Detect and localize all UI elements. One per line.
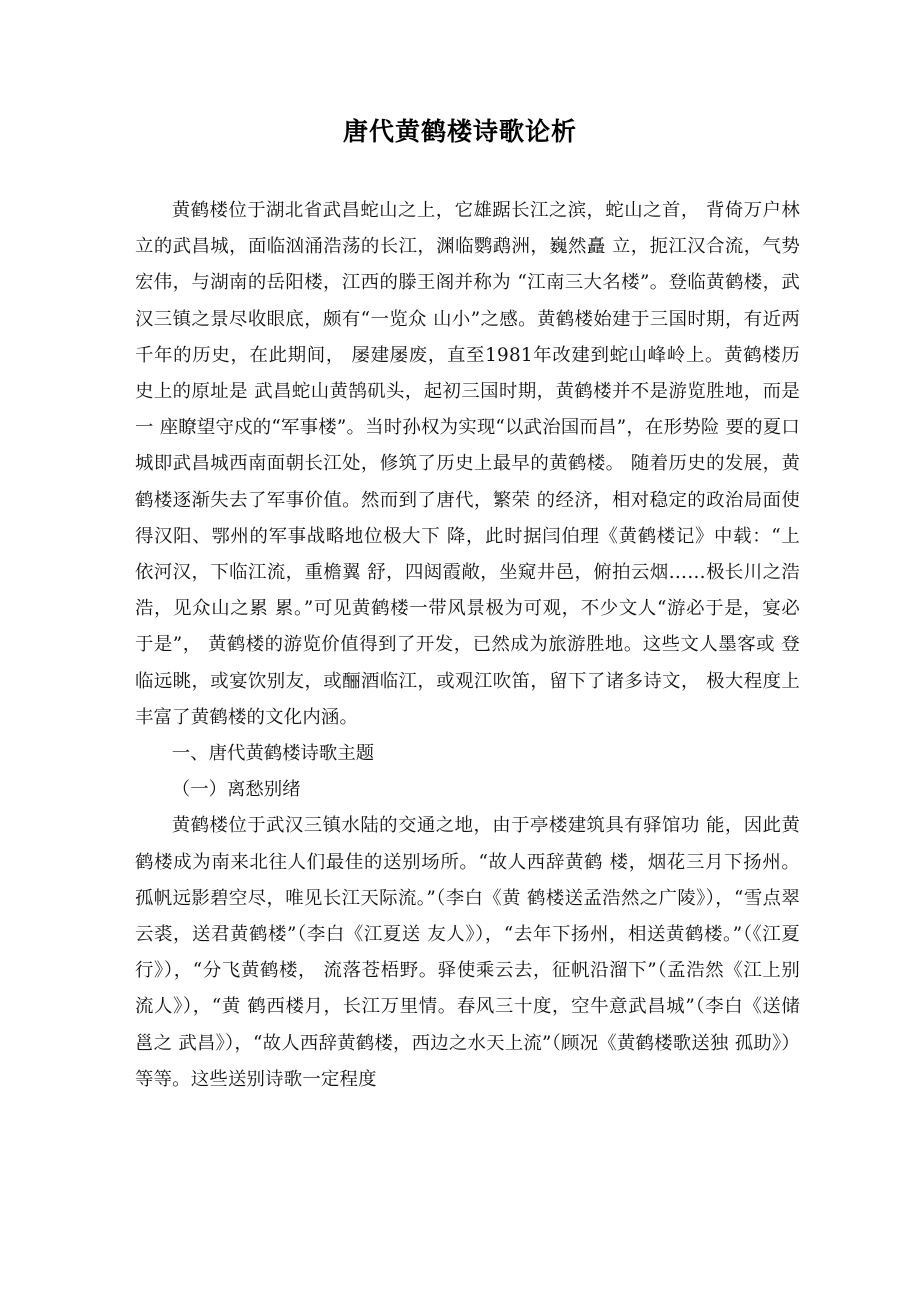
subsection-heading: （一）离愁别绪	[171, 779, 301, 801]
document-title: 唐代黄鹤楼诗歌论析	[342, 117, 577, 146]
intro-paragraph: 黄鹤楼位于湖北省武昌蛇山之上，它雄踞长江之滨，蛇山之首， 背倚万户林立的武昌城，面临汹涌浩荡的长江，渊临鹦鹉洲，巍然矗 立，扼江汉合流，气势宏伟，与湖南的岳阳楼，江西的滕王阁并称为 “江南三大名楼”。登临黄鹤楼，武汉三镇之景尽收眼底，颇有“一览众 山小”之感。黄鹤楼始建于三国时期，有近两千年的历史，在此期间， 屡建屡废，直至1981年改建到蛇山峰岭上。黄鹤楼历史上的原址是 武昌蛇山黄鹄矶头，起初三国时期，黄鹤楼并不是游览胜地，而是一 座瞭望守戍的“军事楼”。当时孙权为实现“以武治国而昌”，在形势险 要的夏口城即武昌城西南面朝长江处，修筑了历史上最早的黄鹤楼。 随着历史的发展，黄鹤楼逐渐失去了军事价值。然而到了唐代，繁荣 的经济，相对稳定的政治局面使得汉阳、鄂州的军事战略地位极大下 降，此时据闫伯理《黄鹤楼记》中载：“上依河汉，下临江流，重檐翼 舒，四闼霞敞，坐窥井邑，俯拍云烟……极长川之浩浩，见众山之累 累。”可见黄鹤楼一带风景极为可观，不少文人“游必于是，宴必于是”， 黄鹤楼的游览价值得到了开发，已然成为旅游胜地。这些文人墨客或 登临远眺，或宴饮别友，或酾酒临江，或观江吹笛，留下了诸多诗文， 极大程度上丰富了黄鹤楼的文化内涵。	[135, 200, 800, 728]
document-body	[135, 193, 800, 1098]
section-paragraph: 黄鹤楼位于武汉三镇水陆的交通之地，由于亭楼建筑具有驿馆功 能，因此黄鹤楼成为南来北往人们最佳的送别场所。“故人西辞黄鹤 楼，烟花三月下扬州。孤帆远影碧空尽，唯见长江天际流。”（李白《黄 鹤楼送孟浩然之广陵》），“雪点翠云裘，送君黄鹤楼”（李白《江夏送 友人》），“去年下扬州，相送黄鹤楼。”（《江夏行》），“分飞黄鹤楼， 流落苍梧野。驿使乘云去，征帆沿溜下”（孟浩然《江上别流人》），“黄 鹤西楼月，长江万里情。春风三十度，空牛意武昌城”（李白《送储邕之 武昌》），“故人西辞黄鹤楼，西边之水天上流”（顾况《黄鹤楼歌送独 孤助》）等等。这些送别诗歌一定程度	[135, 815, 800, 1090]
section-heading: 一、唐代黄鹤楼诗歌主题	[171, 743, 375, 765]
